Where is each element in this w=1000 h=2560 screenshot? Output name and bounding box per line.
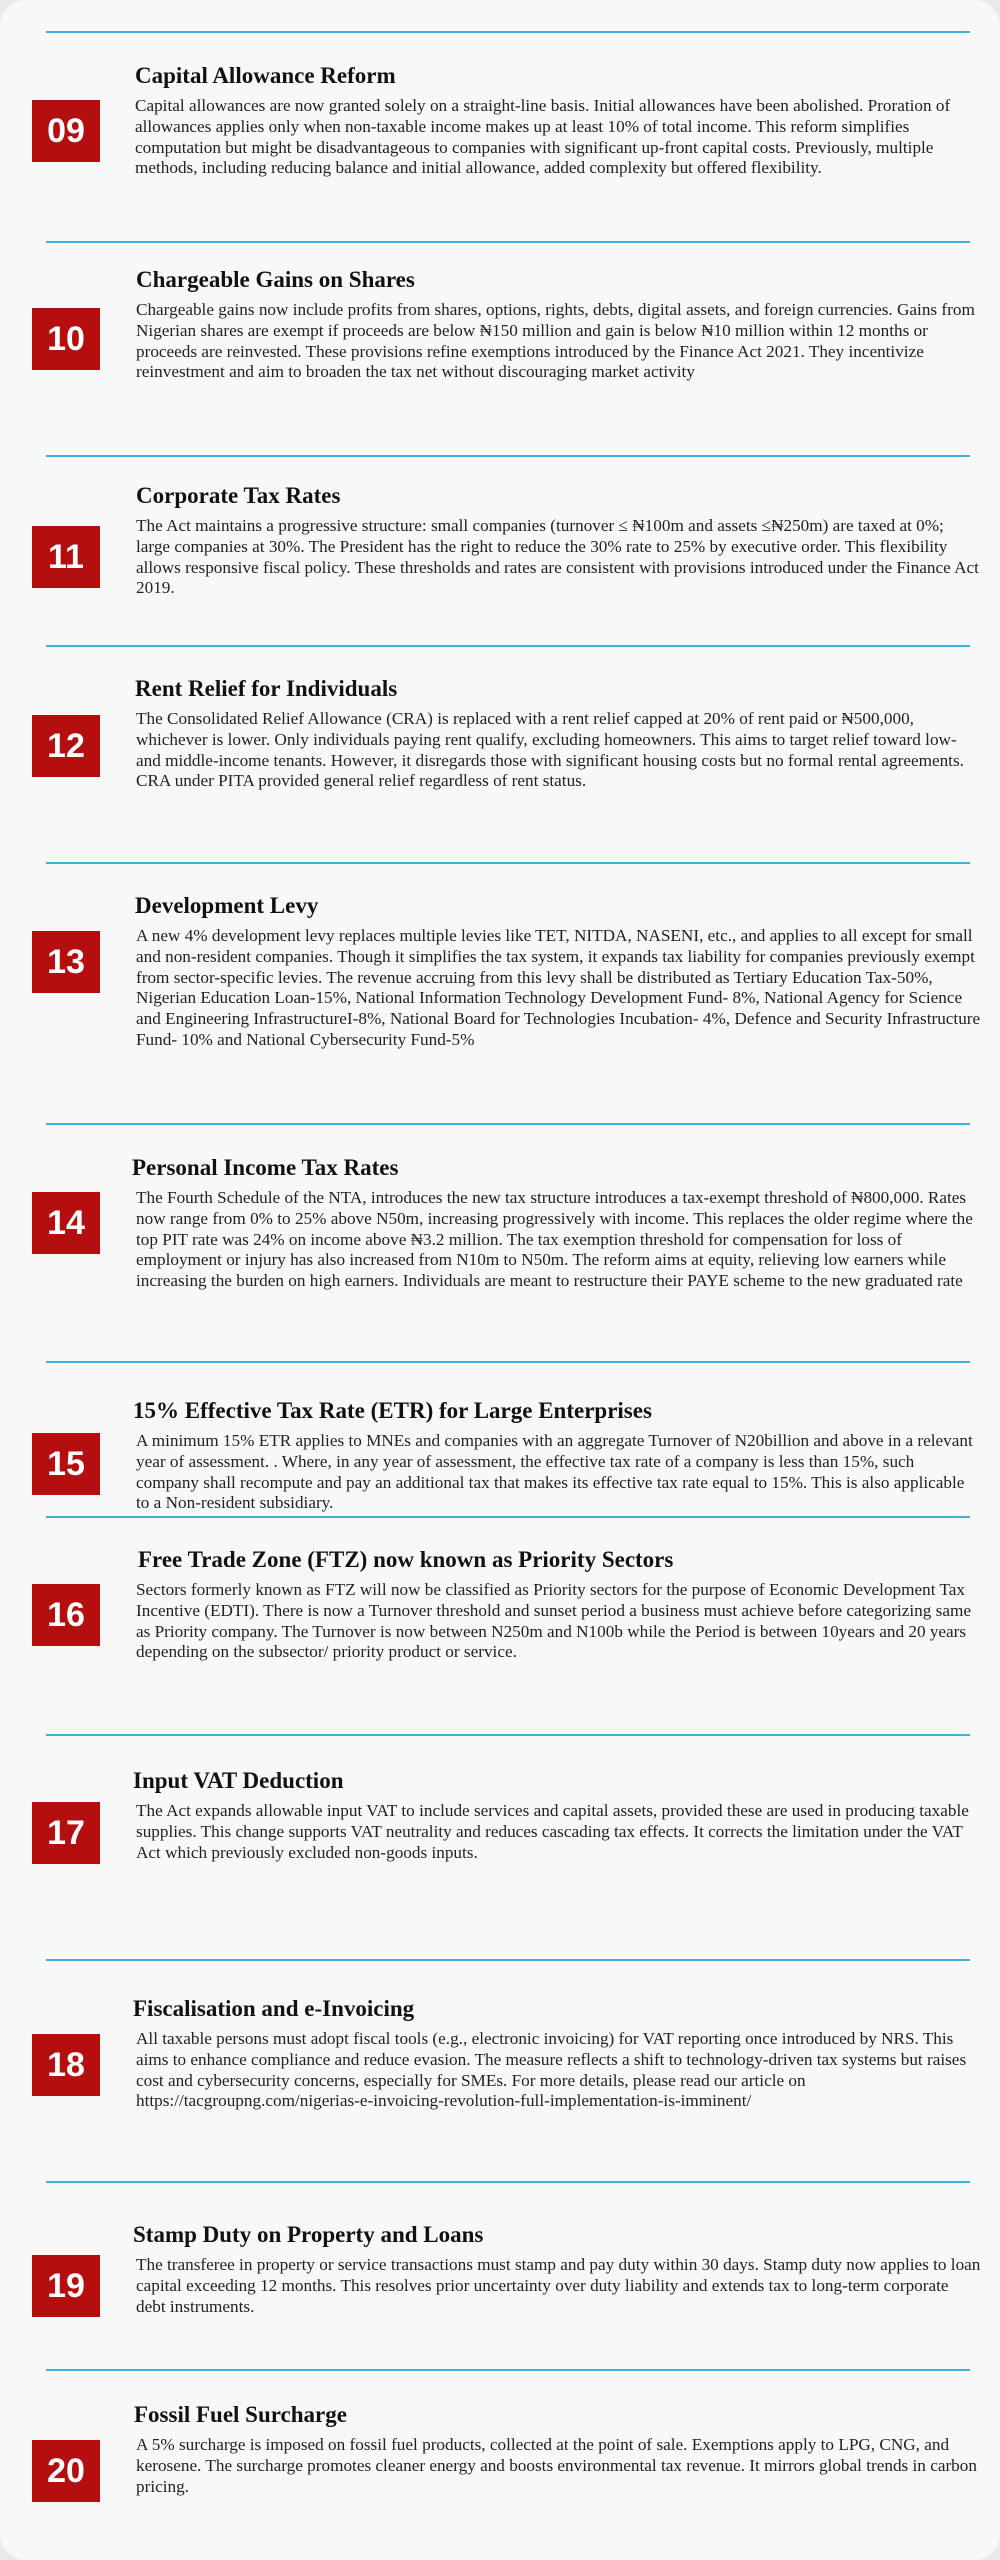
section-divider [46, 1516, 970, 1518]
item-body: The Act maintains a progressive structure: small companies (turnover ≤ ₦100m and assets ≤₦250m) are taxed at 0%; large companies at 30%. The President has the right to reduce the 30% rate to 25% by executive order. This flexibility allows responsive fiscal policy. These thresholds and rates are consistent with provisions introduced under the Finance Act 2019. [136, 516, 979, 598]
item-body: A minimum 15% ETR applies to MNEs and companies with an aggregate Turnover of N20billion and above in a relevant year of assessment. . Where, in any year of assessment, the effective tax rate of a company is less than 15%, such company shall recompute and pay an additional tax that makes its effective tax rate equal to 15%. This is also applicable to a Non-resident subsidiary. [136, 1431, 973, 1513]
item-title: Fiscalisation and e-Invoicing [133, 1996, 415, 2021]
item-title: Fossil Fuel Surcharge [134, 2402, 347, 2427]
item-body: Chargeable gains now include profits from shares, options, rights, debts, digital assets, and foreign currencies. Gains from Nigerian shares are exempt if proceeds are below ₦150 million and gain is below ₦10 million within 12 months or proceeds are reinvested. These provisions refine exemptions introduced by the Finance Act 2021. They incentivize reinvestment and aim to broaden the tax net without discouraging market activity [136, 300, 975, 382]
item-body: A new 4% development levy replaces multiple levies like TET, NITDA, NASENI, etc., and applies to all except for small and non-resident companies. Though it simplifies the tax system, it expands tax liability for companies previously exempt from sector-specific levies. The revenue accruing from this levy shall be distributed as Tertiary Education Tax-50%, Nigerian Education Loan-15%, National Information Technology Development Fund- 8%, National Agency for Science and Engineering InfrastructureI-8%, National Board for Technologies Incubation- 4%, Defence and Security Infrastructure Fund- 10% and National Cybersecurity Fund-5% [136, 926, 981, 1049]
item-body: Capital allowances are now granted solely on a straight-line basis. Initial allowances have been abolished. Proration of allowances applies only when non-taxable income makes up at least 10% of total income. This reform simplifies computation but might be disadvantageous to companies with significant up-front capital costs. Previously, multiple methods, including reducing balance and initial allowance, added complexity but offered flexibility. [135, 96, 951, 178]
item-title: Personal Income Tax Rates [132, 1155, 399, 1180]
item-number-badge: 10 [32, 308, 100, 370]
item-number-badge: 16 [32, 1584, 100, 1646]
item-body: The Consolidated Relief Allowance (CRA) is replaced with a rent relief capped at 20% of rent paid or ₦500,000, whichever is lower. Only individuals paying rent qualify, excluding homeowners. This aims to target relief toward low- and middle-income tenants. However, it disregards those with significant housing costs but no formal rental agreements. CRA under PITA provided general relief regardless of rent status. [136, 709, 964, 791]
section-divider [46, 241, 970, 243]
item-body: A 5% surcharge is imposed on fossil fuel products, collected at the point of sale. Exemptions apply to LPG, CNG, and kerosene. The surcharge promotes cleaner energy and boosts environmental tax revenue. It mirrors global trends in carbon pricing. [136, 2435, 977, 2496]
item-title: Corporate Tax Rates [136, 483, 341, 508]
item-title: Chargeable Gains on Shares [136, 267, 415, 292]
item-title: Stamp Duty on Property and Loans [133, 2222, 484, 2247]
item-body: Sectors formerly known as FTZ will now be classified as Priority sectors for the purpose of Economic Development Tax Incentive (EDTI). There is now a Turnover threshold and sunset period a business must achieve before categorizing same as Priority company. The Turnover is now between N250m and N100b while the Period is between 10years and 20 years depending on the subsector/ priority product or service. [136, 1580, 971, 1662]
item-number-badge: 19 [32, 2255, 100, 2317]
item-title: Rent Relief for Individuals [135, 676, 398, 701]
section-divider [46, 2181, 970, 2183]
item-number-badge: 14 [32, 1192, 100, 1254]
section-divider [46, 1734, 970, 1736]
item-body: All taxable persons must adopt fiscal tools (e.g., electronic invoicing) for VAT reporting once introduced by NRS. This aims to enhance compliance and reduce evasion. The measure reflects a shift to technology-driven tax systems but raises cost and cybersecurity concerns, especially for SMEs. For more details, please read our article on https://tacgroupng.com/nigerias-e-invoicing-revolution-full-implementation-is-imminent/ [136, 2029, 967, 2111]
section-divider [46, 645, 970, 647]
section-divider [46, 1361, 970, 1363]
section-divider [46, 2369, 970, 2371]
item-number-badge: 13 [32, 931, 100, 993]
item-title: Development Levy [135, 893, 319, 918]
item-body: The transferee in property or service transactions must stamp and pay duty within 30 days. Stamp duty now applies to loan capital exceeding 12 months. This resolves prior uncertainty over duty liability and extends tax to long-term corporate debt instruments. [136, 2255, 981, 2316]
item-body: The Fourth Schedule of the NTA, introduces the new tax structure introduces a tax-exempt threshold of ₦800,000. Rates now range from 0% to 25% above N50m, increasing progressively with income. This replaces the older regime where the top PIT rate was 24% on income above ₦3.2 million. The tax exemption threshold for compensation for loss of employment or injury has also increased from N10m to N50m. The reform aims at equity, relieving low earners while increasing the burden on high earners. Individuals are meant to restructure their PAYE scheme to the new graduated rate [136, 1188, 973, 1291]
item-title: Free Trade Zone (FTZ) now known as Priority Sectors [138, 1547, 674, 1572]
item-title: Capital Allowance Reform [135, 63, 396, 88]
item-number-badge: 17 [32, 1802, 100, 1864]
item-title: Input VAT Deduction [133, 1768, 344, 1793]
item-number-badge: 12 [32, 715, 100, 777]
item-number-badge: 09 [32, 100, 100, 162]
item-body: The Act expands allowable input VAT to include services and capital assets, provided these are used in producing taxable supplies. This change supports VAT neutrality and reduces cascading tax effects. It corrects the limitation under the VAT Act which previously excluded non-goods inputs. [136, 1801, 969, 1862]
section-divider [46, 862, 970, 864]
item-number-badge: 18 [32, 2034, 100, 2096]
item-number-badge: 20 [32, 2440, 100, 2502]
section-divider [46, 1123, 970, 1125]
section-divider [46, 455, 970, 457]
item-number-badge: 15 [32, 1433, 100, 1495]
item-number-badge: 11 [32, 526, 100, 588]
section-divider [46, 31, 970, 33]
section-divider [46, 1959, 970, 1961]
item-title: 15% Effective Tax Rate (ETR) for Large Enterprises [133, 1398, 652, 1423]
